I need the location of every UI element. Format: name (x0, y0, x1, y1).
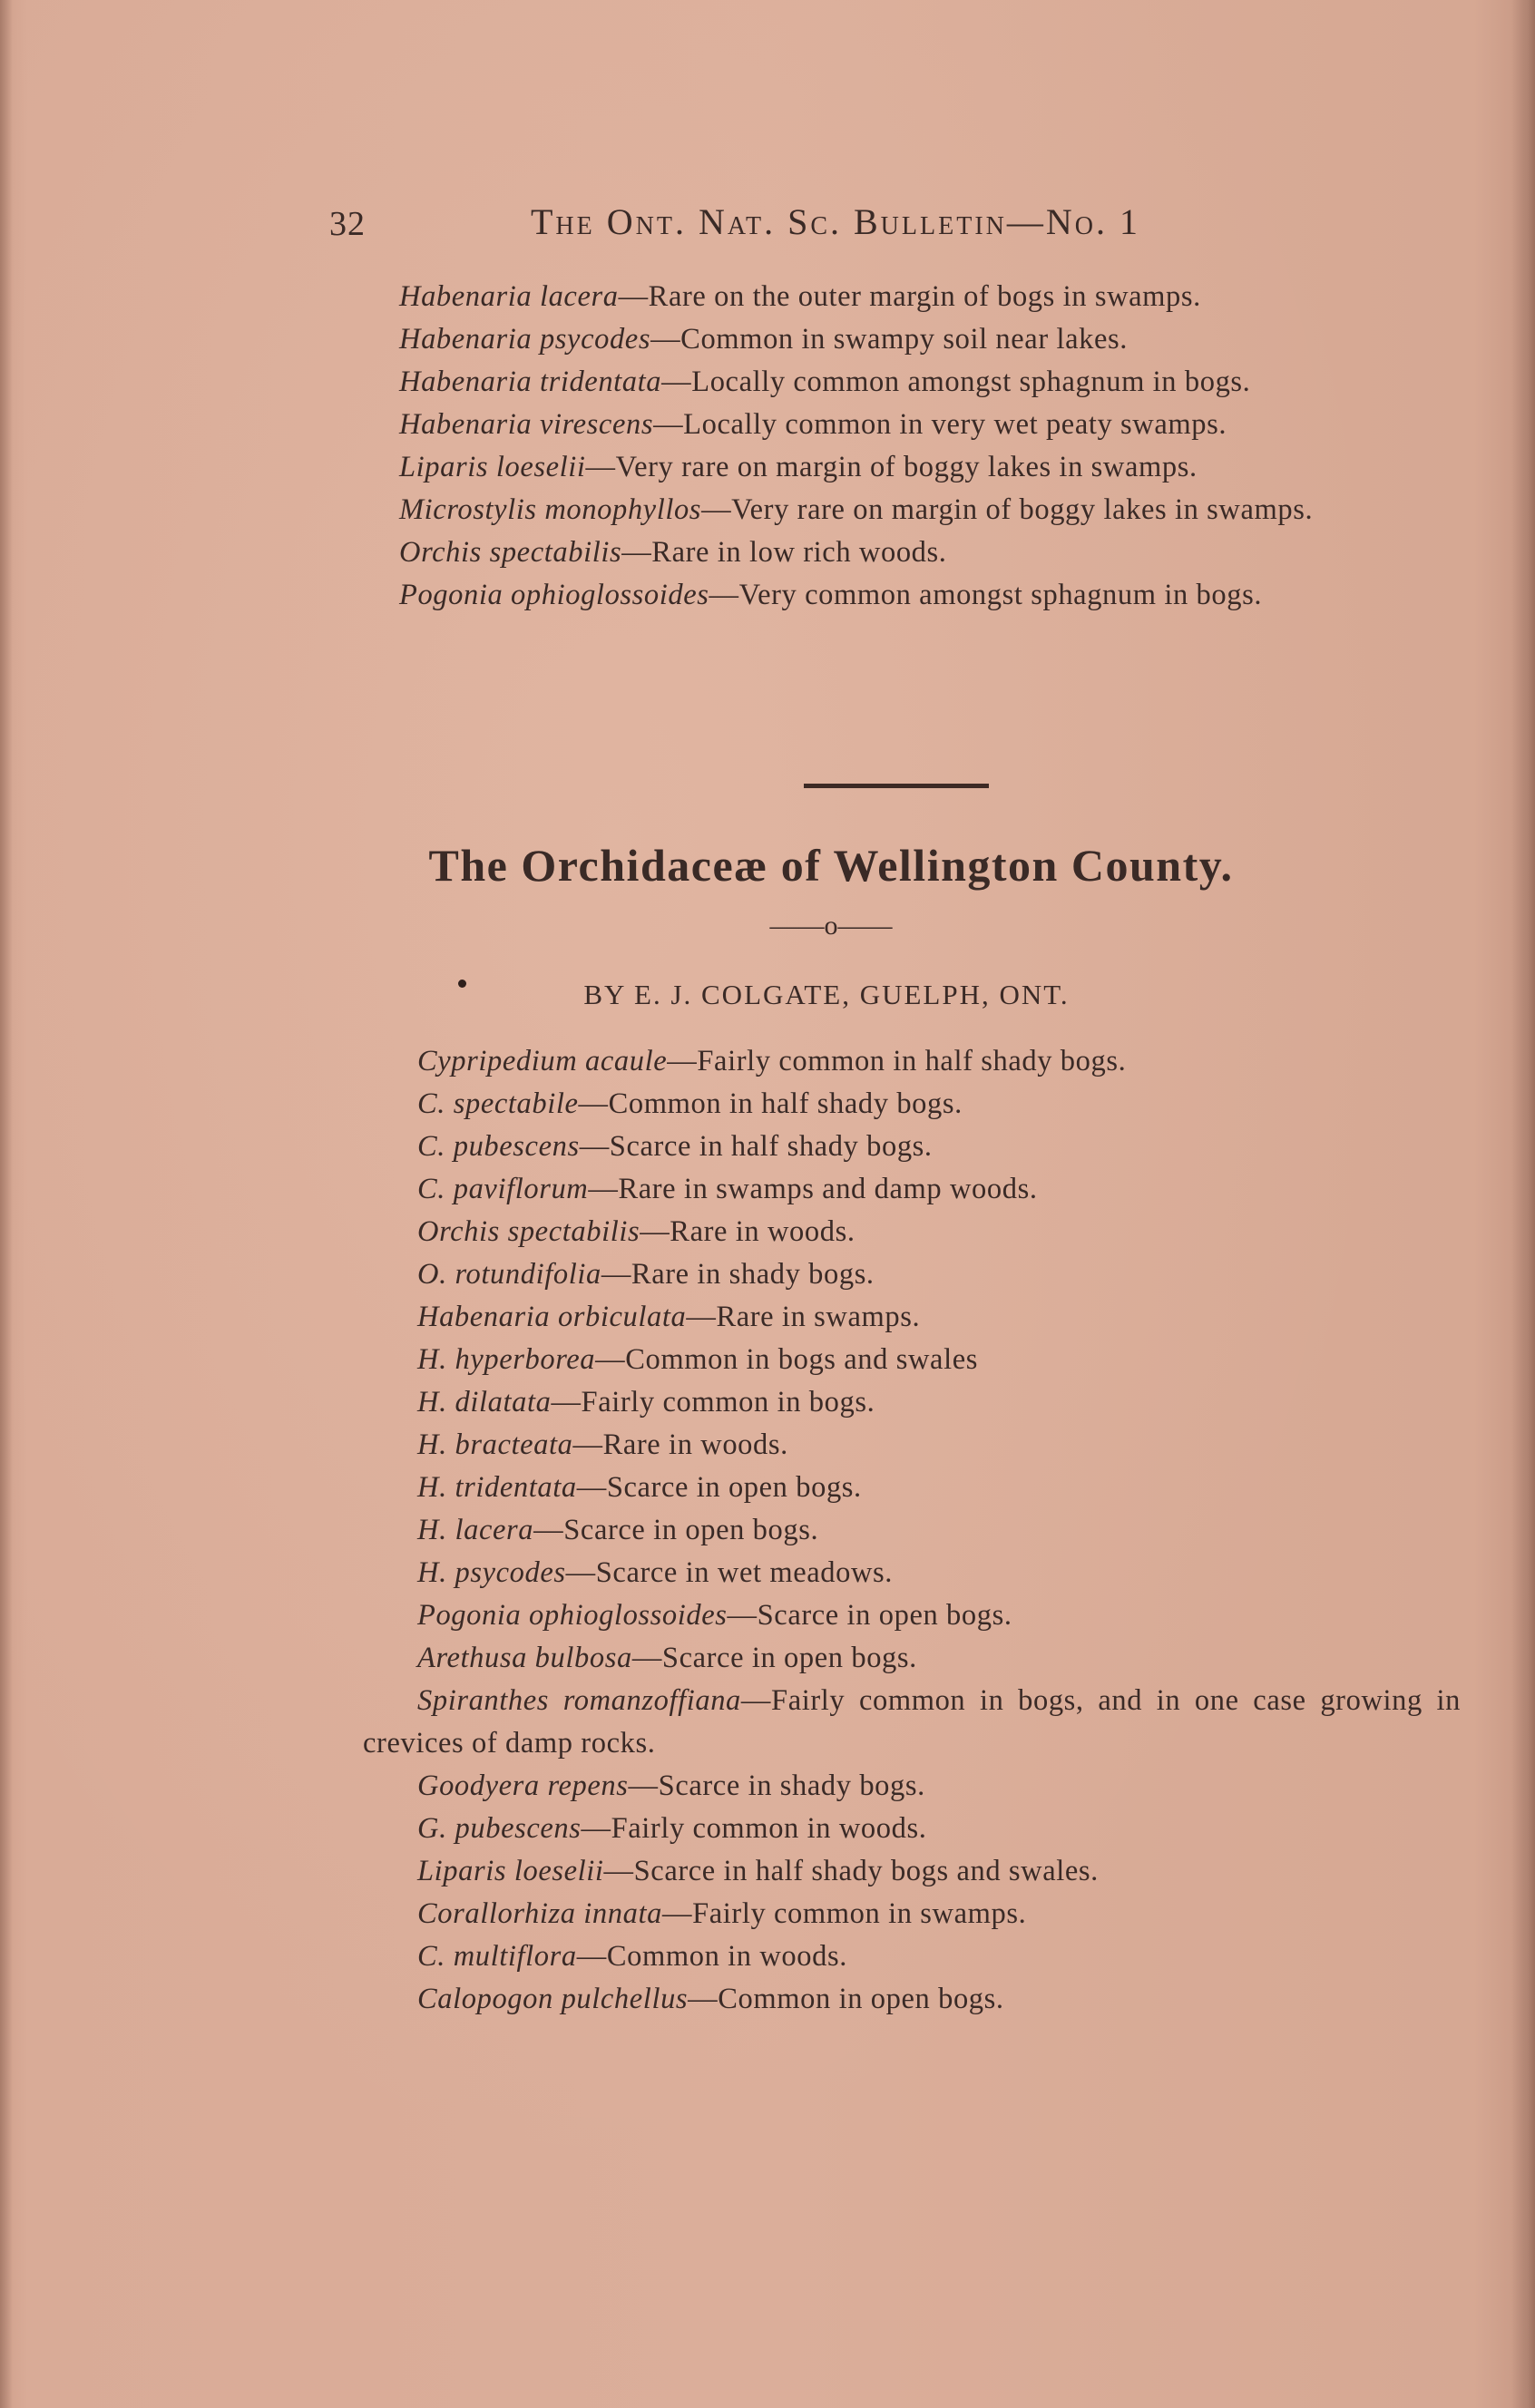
species-name: G. pubescens (417, 1812, 582, 1845)
previous-species-list (345, 276, 1438, 617)
list-item (363, 1040, 1461, 1083)
species-name: Calopogon pulchellus (417, 1983, 689, 2015)
species-note: —Rare in swamps and damp woods. (588, 1173, 1038, 1205)
species-note: —Fairly common in half shady bogs. (667, 1045, 1127, 1077)
list-item (363, 1339, 1461, 1381)
species-name: H. dilatata (417, 1386, 552, 1418)
species-note: —Very common amongst sphagnum in bogs. (709, 579, 1263, 611)
species-note: —Very rare on margin of boggy lakes in swamps. (701, 493, 1314, 526)
species-note: —Scarce in half shady bogs. (579, 1130, 933, 1163)
species-note: —Common in woods. (576, 1940, 847, 1973)
species-name: Liparis loeselii (399, 451, 586, 483)
species-note: —Scarce in half shady bogs and swales. (603, 1855, 1099, 1887)
species-name: H. lacera (417, 1514, 534, 1546)
species-name: Habenaria psycodes (399, 323, 651, 356)
list-item (363, 1467, 1461, 1509)
list-item (363, 1552, 1461, 1594)
list-item (345, 318, 1438, 361)
species-name: C. pubescens (417, 1130, 580, 1163)
article-byline: BY E. J. COLGATE, GUELPH, ONT. (583, 979, 1070, 1010)
list-item (345, 404, 1438, 446)
list-item (363, 1893, 1461, 1935)
species-note: —Scarce in open bogs. (576, 1471, 862, 1504)
list-item (363, 1850, 1461, 1893)
list-item (345, 531, 1438, 574)
species-name: Liparis loeselii (417, 1855, 604, 1887)
list-item (345, 276, 1438, 318)
list-item (363, 1594, 1461, 1637)
species-note: —Scarce in shady bogs. (628, 1769, 925, 1802)
species-note: —Scarce in open bogs. (533, 1514, 819, 1546)
species-name: C. paviflorum (417, 1173, 589, 1205)
species-note: —Locally common amongst sphagnum in bogs. (661, 366, 1251, 398)
species-note: —Common in bogs and swales (595, 1343, 978, 1376)
species-name: Arethusa bulbosa (417, 1642, 632, 1674)
species-note: —Scarce in wet meadows. (565, 1556, 894, 1589)
species-note: —Rare in shady bogs. (601, 1258, 875, 1291)
page-number: 32 (329, 205, 366, 243)
list-item (363, 1765, 1461, 1808)
species-note: —Scarce in open bogs. (631, 1642, 917, 1674)
list-item (363, 1126, 1461, 1168)
species-note: —Fairly common in swamps. (661, 1897, 1027, 1930)
species-name: Cypripedium acaule (417, 1045, 668, 1077)
species-note: —Rare in low rich woods. (621, 536, 947, 569)
species-note: —Rare in swamps. (686, 1301, 921, 1333)
section-divider (804, 784, 989, 788)
list-item (363, 1935, 1461, 1978)
species-note: —Fairly common in woods. (581, 1812, 927, 1845)
title-ornament: ——o—— (769, 911, 893, 941)
species-name: Orchis spectabilis (417, 1215, 640, 1248)
species-name: H. hyperborea (417, 1343, 596, 1376)
list-item (363, 1296, 1461, 1339)
species-note: —Fairly common in bogs. (551, 1386, 875, 1418)
species-name: Habenaria lacera (399, 280, 619, 313)
species-note: —Common in half shady bogs. (578, 1087, 963, 1120)
species-name: H. psycodes (417, 1556, 566, 1589)
list-item (345, 489, 1438, 531)
list-item (363, 1978, 1461, 2021)
list-item (363, 1381, 1461, 1424)
species-name: H. bracteata (417, 1428, 573, 1461)
list-item (363, 1680, 1461, 1765)
species-note: —Rare in woods. (640, 1215, 855, 1248)
running-head: The Ont. Nat. Sc. Bulletin—No. 1 (531, 201, 1140, 242)
species-note: —Fairly common in bogs, and in one case growing in crevices of damp rocks. (363, 1684, 1462, 1760)
species-note: —Scarce in open bogs. (727, 1599, 1012, 1632)
list-item (363, 1211, 1461, 1253)
species-name: Spiranthes romanzoffiana (417, 1684, 741, 1717)
list-item (363, 1168, 1461, 1211)
species-name: H. tridentata (417, 1471, 577, 1504)
species-name: O. rotundifolia (417, 1258, 601, 1291)
page-header (0, 195, 1535, 249)
species-note: —Very rare on margin of boggy lakes in swamps. (585, 451, 1198, 483)
species-name: Habenaria tridentata (399, 366, 662, 398)
article-title: The Orchidaceæ of Wellington County. (428, 840, 1234, 891)
orchid-species-list (363, 1040, 1461, 2021)
list-item (363, 1083, 1461, 1126)
species-note: —Rare in woods. (572, 1428, 788, 1461)
species-name: Pogonia ophioglossoides (417, 1599, 728, 1632)
species-name: Pogonia ophioglossoides (399, 579, 709, 611)
page-right-edge (1511, 0, 1535, 2408)
species-note: —Rare on the outer margin of bogs in swamps. (618, 280, 1201, 313)
list-item (363, 1424, 1461, 1467)
species-note: —Locally common in very wet peaty swamps. (653, 408, 1227, 441)
species-name: C. spectabile (417, 1087, 579, 1120)
species-name: Orchis spectabilis (399, 536, 622, 569)
species-name: Habenaria orbiculata (417, 1301, 687, 1333)
list-item (363, 1637, 1461, 1680)
species-name: C. multiflora (417, 1940, 577, 1973)
list-item (363, 1509, 1461, 1552)
list-item (345, 446, 1438, 489)
species-note: —Common in swampy soil near lakes. (650, 323, 1128, 356)
list-item (363, 1253, 1461, 1296)
list-item (345, 361, 1438, 404)
list-item (345, 574, 1438, 617)
page-left-edge (0, 0, 13, 2408)
list-item (363, 1808, 1461, 1850)
species-note: —Common in open bogs. (688, 1983, 1004, 2015)
species-name: Corallorhiza innata (417, 1897, 662, 1930)
species-name: Microstylis monophyllos (399, 493, 702, 526)
species-name: Goodyera repens (417, 1769, 629, 1802)
species-name: Habenaria virescens (399, 408, 654, 441)
